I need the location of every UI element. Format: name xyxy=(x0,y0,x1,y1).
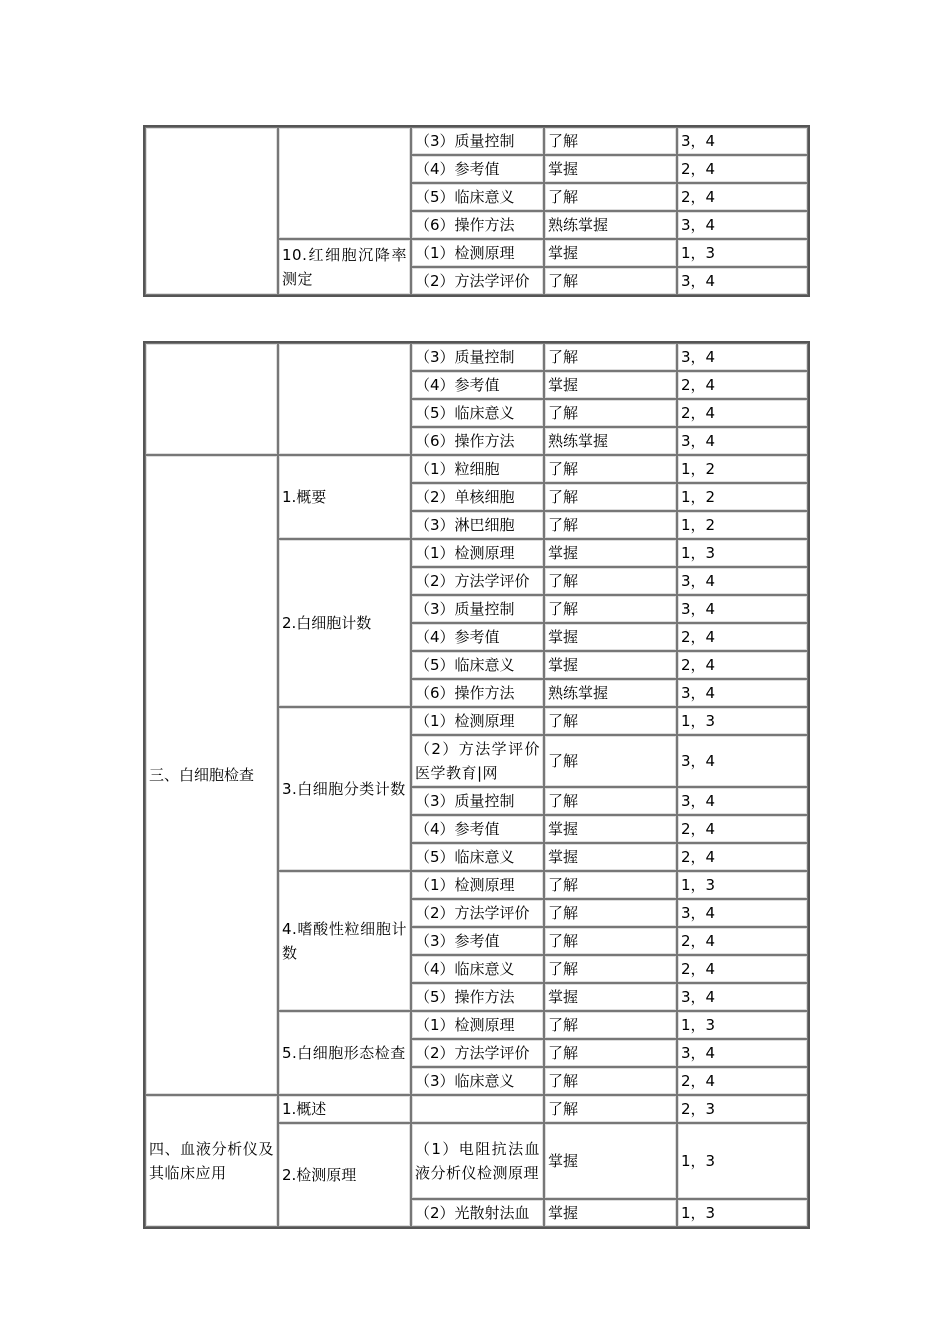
unit-cell: 3，4 xyxy=(677,1039,808,1067)
table-row xyxy=(145,1095,808,1123)
table-row xyxy=(145,455,808,483)
level-cell: 了解 xyxy=(544,127,677,155)
topic-cell: 1.概述 xyxy=(278,1095,411,1123)
item-cell: （3）质量控制 xyxy=(411,127,544,155)
section-cell: 三、白细胞检查 xyxy=(145,455,278,1095)
item-cell: （5）临床意义 xyxy=(411,843,544,871)
level-cell: 了解 xyxy=(544,455,677,483)
unit-cell: 3，4 xyxy=(677,679,808,707)
item-cell: （5）临床意义 xyxy=(411,651,544,679)
level-cell: 掌握 xyxy=(544,1199,677,1227)
item-cell: （1）检测原理 xyxy=(411,871,544,899)
unit-cell: 2，4 xyxy=(677,815,808,843)
item-cell: （3）淋巴细胞 xyxy=(411,511,544,539)
item-cell: （6）操作方法 xyxy=(411,427,544,455)
item-cell: （5）临床意义 xyxy=(411,183,544,211)
item-cell: （4）临床意义 xyxy=(411,955,544,983)
topic-cell: 5.白细胞形态检查 xyxy=(278,1011,411,1095)
unit-cell: 2，4 xyxy=(677,155,808,183)
section-cell xyxy=(145,127,278,295)
level-cell: 掌握 xyxy=(544,983,677,1011)
unit-cell: 2，4 xyxy=(677,1067,808,1095)
unit-cell: 3，4 xyxy=(677,343,808,371)
item-cell xyxy=(411,1095,544,1123)
item-cell: （3）临床意义 xyxy=(411,1067,544,1095)
level-cell: 熟练掌握 xyxy=(544,211,677,239)
item-cell: （2）光散射法血 xyxy=(411,1199,544,1227)
unit-cell: 1，3 xyxy=(677,707,808,735)
unit-cell: 2，4 xyxy=(677,371,808,399)
level-cell: 掌握 xyxy=(544,539,677,567)
unit-cell: 2，4 xyxy=(677,651,808,679)
topic-cell: 10.红细胞沉降率测定 xyxy=(278,239,411,295)
item-cell: （5）操作方法 xyxy=(411,983,544,1011)
unit-cell: 3，4 xyxy=(677,899,808,927)
topic-cell: 4.嗜酸性粒细胞计数 xyxy=(278,871,411,1011)
level-cell: 掌握 xyxy=(544,1123,677,1199)
level-cell: 掌握 xyxy=(544,371,677,399)
item-cell: （4）参考值 xyxy=(411,623,544,651)
item-cell: （2）方法学评价 xyxy=(411,1039,544,1067)
level-cell: 了解 xyxy=(544,871,677,899)
level-cell: 了解 xyxy=(544,511,677,539)
unit-cell: 1，3 xyxy=(677,539,808,567)
item-cell: （6）操作方法 xyxy=(411,679,544,707)
item-cell: （4）参考值 xyxy=(411,155,544,183)
level-cell: 了解 xyxy=(544,927,677,955)
level-cell: 熟练掌握 xyxy=(544,427,677,455)
level-cell: 了解 xyxy=(544,1067,677,1095)
level-cell: 掌握 xyxy=(544,623,677,651)
item-cell: （1）电阻抗法血液分析仪检测原理 xyxy=(411,1123,544,1199)
item-cell: （2）方法学评价 xyxy=(411,267,544,295)
level-cell: 了解 xyxy=(544,183,677,211)
unit-cell: 1，3 xyxy=(677,1123,808,1199)
level-cell: 了解 xyxy=(544,1095,677,1123)
topic-cell xyxy=(278,343,411,455)
topic-cell: 2.白细胞计数 xyxy=(278,539,411,707)
level-cell: 了解 xyxy=(544,595,677,623)
level-cell: 了解 xyxy=(544,955,677,983)
unit-cell: 1，3 xyxy=(677,239,808,267)
syllabus-table-2 xyxy=(143,341,810,1229)
item-cell: （3）质量控制 xyxy=(411,343,544,371)
level-cell: 了解 xyxy=(544,707,677,735)
unit-cell: 2，4 xyxy=(677,955,808,983)
item-cell: （3）质量控制 xyxy=(411,595,544,623)
item-cell: （2）单核细胞 xyxy=(411,483,544,511)
item-cell: （2）方法学评价医学教育|网 xyxy=(411,735,544,787)
unit-cell: 1，3 xyxy=(677,1199,808,1227)
level-cell: 了解 xyxy=(544,899,677,927)
level-cell: 了解 xyxy=(544,1039,677,1067)
unit-cell: 3，4 xyxy=(677,735,808,787)
unit-cell: 2，4 xyxy=(677,927,808,955)
topic-cell xyxy=(278,127,411,239)
level-cell: 了解 xyxy=(544,343,677,371)
level-cell: 了解 xyxy=(544,735,677,787)
level-cell: 了解 xyxy=(544,787,677,815)
unit-cell: 1，2 xyxy=(677,483,808,511)
unit-cell: 1，3 xyxy=(677,1011,808,1039)
level-cell: 掌握 xyxy=(544,239,677,267)
unit-cell: 1，2 xyxy=(677,455,808,483)
level-cell: 了解 xyxy=(544,567,677,595)
item-cell: （1）检测原理 xyxy=(411,239,544,267)
topic-cell: 1.概要 xyxy=(278,455,411,539)
item-cell: （4）参考值 xyxy=(411,371,544,399)
unit-cell: 2，3 xyxy=(677,1095,808,1123)
level-cell: 了解 xyxy=(544,1011,677,1039)
unit-cell: 2，4 xyxy=(677,843,808,871)
item-cell: （3）参考值 xyxy=(411,927,544,955)
unit-cell: 1，2 xyxy=(677,511,808,539)
table-row xyxy=(145,127,808,155)
level-cell: 掌握 xyxy=(544,843,677,871)
level-cell: 掌握 xyxy=(544,815,677,843)
section-cell xyxy=(145,343,278,455)
unit-cell: 3，4 xyxy=(677,267,808,295)
unit-cell: 2，4 xyxy=(677,623,808,651)
unit-cell: 3，4 xyxy=(677,595,808,623)
level-cell: 熟练掌握 xyxy=(544,679,677,707)
item-cell: （3）质量控制 xyxy=(411,787,544,815)
item-cell: （6）操作方法 xyxy=(411,211,544,239)
level-cell: 了解 xyxy=(544,399,677,427)
unit-cell: 1，3 xyxy=(677,871,808,899)
level-cell: 了解 xyxy=(544,483,677,511)
unit-cell: 3，4 xyxy=(677,127,808,155)
syllabus-table-1 xyxy=(143,125,810,297)
unit-cell: 2，4 xyxy=(677,183,808,211)
item-cell: （1）粒细胞 xyxy=(411,455,544,483)
item-cell: （2）方法学评价 xyxy=(411,567,544,595)
item-cell: （5）临床意义 xyxy=(411,399,544,427)
unit-cell: 3，4 xyxy=(677,427,808,455)
unit-cell: 3，4 xyxy=(677,211,808,239)
unit-cell: 2，4 xyxy=(677,399,808,427)
unit-cell: 3，4 xyxy=(677,567,808,595)
table-row xyxy=(145,343,808,371)
item-cell: （1）检测原理 xyxy=(411,707,544,735)
unit-cell: 3，4 xyxy=(677,983,808,1011)
topic-cell: 2.检测原理 xyxy=(278,1123,411,1227)
level-cell: 掌握 xyxy=(544,651,677,679)
section-cell: 四、血液分析仪及其临床应用 xyxy=(145,1095,278,1227)
level-cell: 掌握 xyxy=(544,155,677,183)
item-cell: （2）方法学评价 xyxy=(411,899,544,927)
item-cell: （4）参考值 xyxy=(411,815,544,843)
item-cell: （1）检测原理 xyxy=(411,1011,544,1039)
unit-cell: 3，4 xyxy=(677,787,808,815)
topic-cell: 3.白细胞分类计数 xyxy=(278,707,411,871)
item-cell: （1）检测原理 xyxy=(411,539,544,567)
level-cell: 了解 xyxy=(544,267,677,295)
